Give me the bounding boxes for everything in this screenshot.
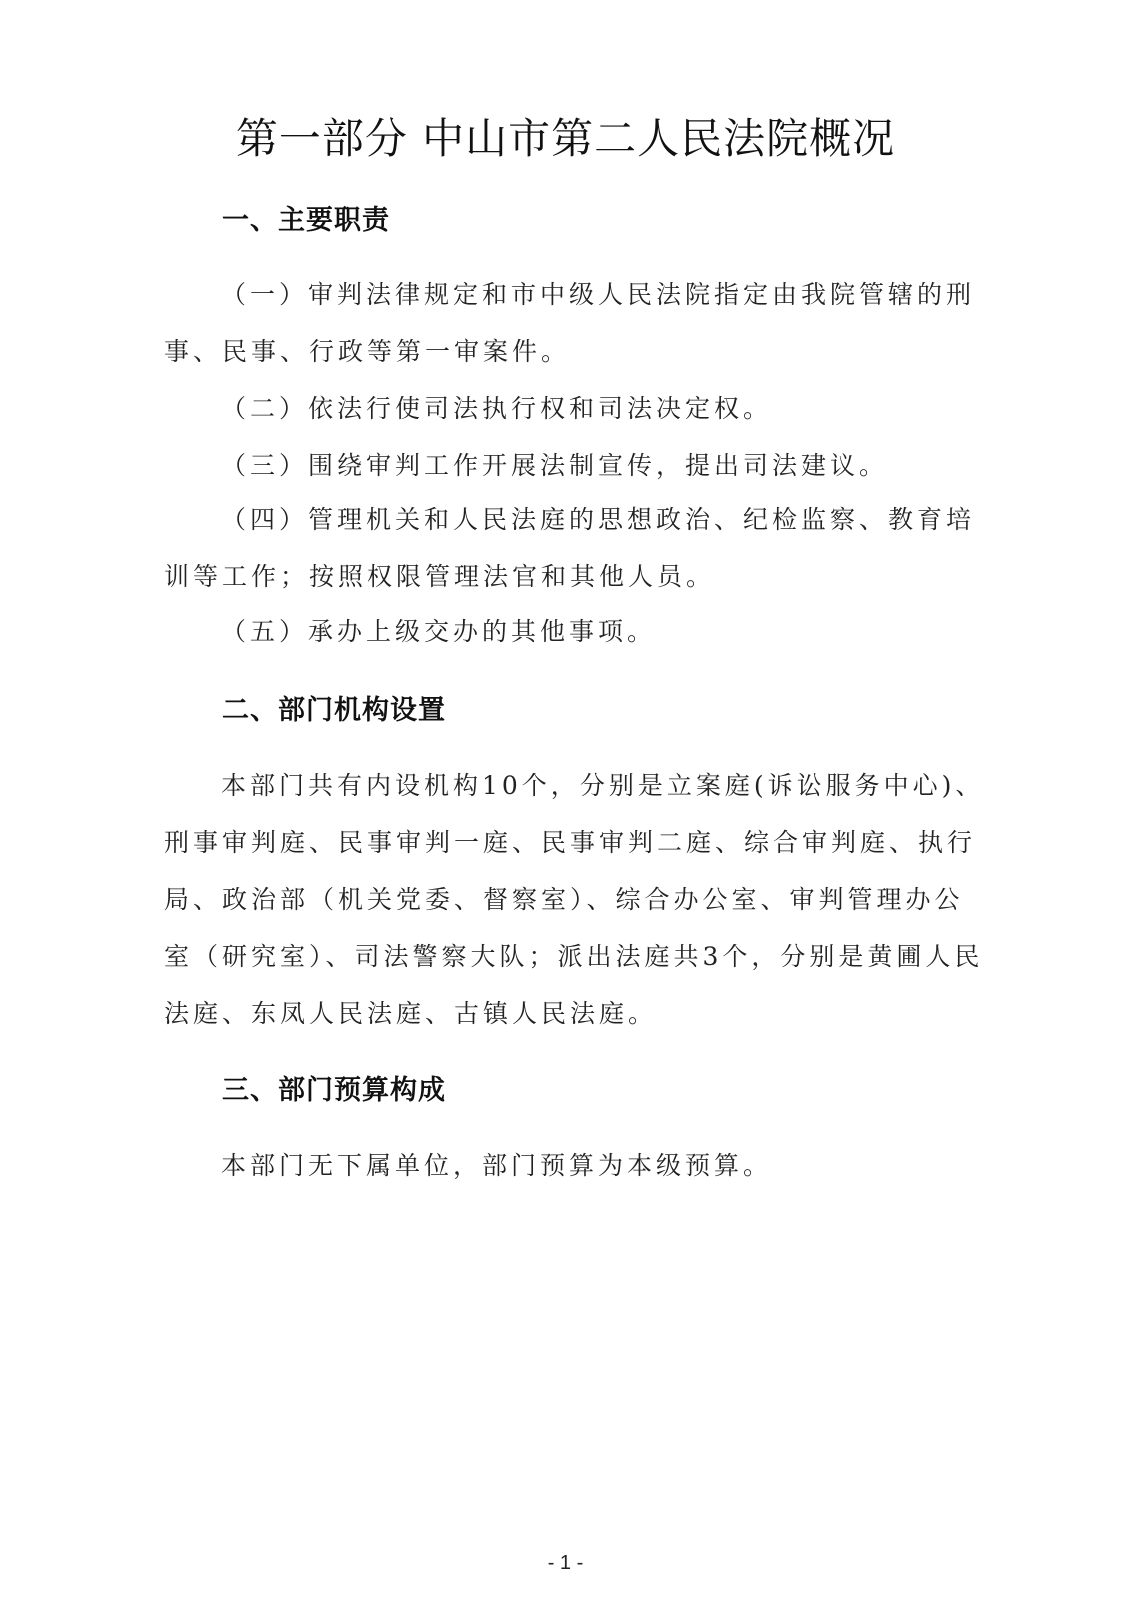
paragraph-budget: [164, 1137, 964, 1194]
text-line: （一）审判法律规定和市中级人民法院指定由我院管辖的刑: [221, 280, 976, 309]
section-heading-organization: 二、部门机构设置: [222, 695, 446, 726]
paragraph-duty-3: [164, 437, 964, 494]
text-line: 局、政治部（机关党委、督察室）、综合办公室、审判管理办公: [164, 885, 964, 914]
text-line: 训等工作；按照权限管理法官和其他人员。: [164, 562, 716, 591]
paragraph-organization: [164, 757, 985, 1042]
text-line: （三）围绕审判工作开展法制宣传，提出司法建议。: [221, 451, 889, 480]
text-line: 事、民事、行政等第一审案件。: [164, 337, 571, 366]
text-line: （二）依法行使司法执行权和司法决定权。: [221, 394, 773, 423]
section-heading-budget: 三、部门预算构成: [222, 1075, 446, 1106]
paragraph-duty-4: [164, 491, 976, 605]
text-line: （五）承办上级交办的其他事项。: [221, 617, 657, 646]
text-line: 本部门共有内设机构10个，分别是立案庭(诉讼服务中心)、: [221, 771, 985, 800]
section-heading-main-duties: 一、主要职责: [222, 205, 390, 236]
page-number: - 1 -: [547, 1552, 584, 1574]
paragraph-duty-1: [164, 266, 976, 380]
text-line: 法庭、东凤人民法庭、古镇人民法庭。: [164, 999, 658, 1028]
text-line: 室（研究室）、司法警察大队；派出法庭共3个，分别是黄圃人民: [164, 942, 984, 971]
text-line: （四）管理机关和人民法庭的思想政治、纪检监察、教育培: [221, 505, 976, 534]
page-title: 第一部分 中山市第二人民法院概况: [235, 114, 896, 163]
text-line: 刑事审判庭、民事审判一庭、民事审判二庭、综合审判庭、执行: [164, 828, 977, 857]
paragraph-duty-2: [164, 380, 964, 437]
text-line: 本部门无下属单位，部门预算为本级预算。: [221, 1151, 773, 1180]
paragraph-duty-5: [164, 603, 964, 660]
